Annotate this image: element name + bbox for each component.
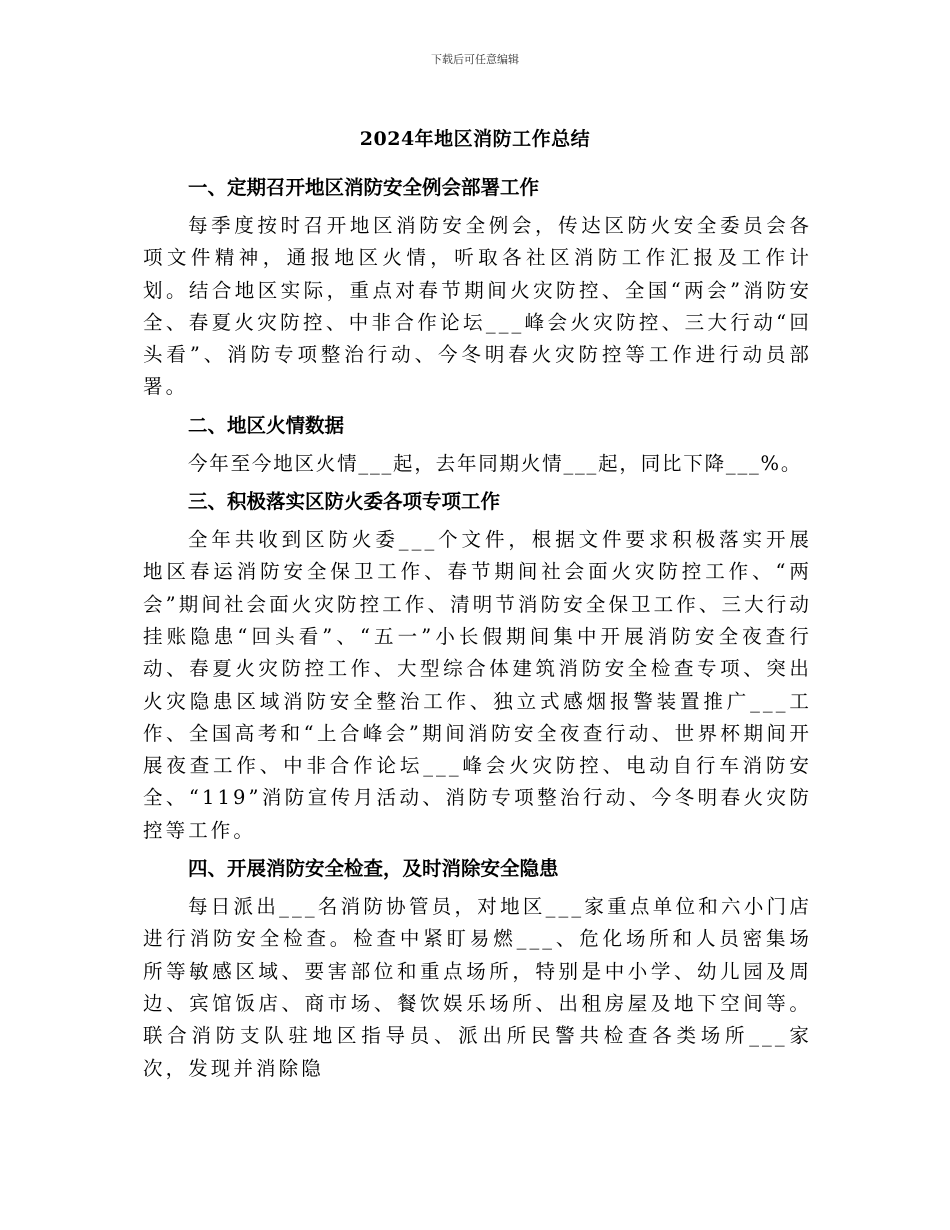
section-paragraph-2: 今年至今地区火情___起，去年同期火情___起，同比下降___%。 bbox=[188, 451, 803, 475]
section-heading-1: 一、定期召开地区消防安全例会部署工作 bbox=[188, 176, 540, 199]
page-header-note: 下载后可任意编辑 bbox=[431, 53, 519, 66]
document-title: 2024年地区消防工作总结 bbox=[359, 128, 591, 150]
section-paragraph-3: 全年共收到区防火委___个文件，根据文件要求积极落实开展地区春运消防安全保卫工作、春节期间社会面火灾防控工作、“两会”期间社会面火灾防控工作、清明节消防安全保卫工作、三大行动挂账隐患“回头看”、“五一”小长假期间集中开展消防安全夜查行动、春夏火灾防控工作、大型综合体建筑消防安全检查专项、突出火灾隐患区域消防安全整治工作、独立式感烟报警装置推广___工作、全国高考和“上合峰会”期间消防安全夜查行动、世界杯期间开展夜查工作、中非合作论坛___峰会火灾防控、电动自行车消防安全、“119”消防宣传月活动、消防专项整治行动、今冬明春火灾防控等工作。 bbox=[143, 528, 812, 842]
section-heading-3: 三、积极落实区防火委各项专项工作 bbox=[188, 490, 501, 514]
section-heading-4: 四、开展消防安全检查，及时消除安全隐患 bbox=[188, 857, 559, 881]
section-heading-2: 二、地区火情数据 bbox=[188, 413, 345, 437]
section-paragraph-4: 每日派出___名消防协管员，对地区___家重点单位和六小门店进行消防安全检查。检查中紧盯易燃___、危化场所和人员密集场所等敏感区域、要害部位和重点场所，特别是中小学、幼儿园及周边、宾馆饭店、商市场、餐饮娱乐场所、出租房屋及地下空间等。联合消防支队驻地区指导员、派出所民警共检查各类场所___家次，发现并消除隐 bbox=[143, 895, 812, 1080]
document-body bbox=[143, 172, 812, 1091]
section-paragraph-1: 每季度按时召开地区消防安全例会，传达区防火安全委员会各项文件精神，通报地区火情，听取各社区消防工作汇报及工作计划。结合地区实际，重点对春节期间火灾防控、全国“两会”消防安全、春夏火灾防控、中非合作论坛___峰会火灾防控、三大行动“回头看”、消防专项整治行动、今冬明春火灾防控等工作进行动员部署。 bbox=[143, 214, 812, 399]
